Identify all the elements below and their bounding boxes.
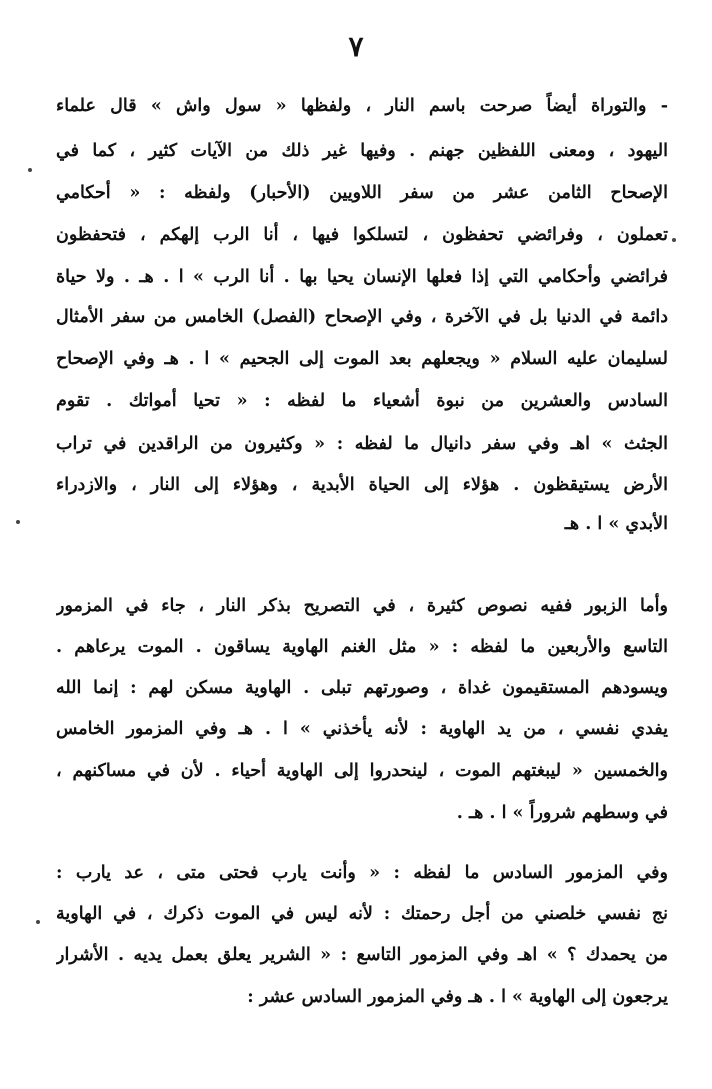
text-line: في وسطهم شروراً » ا . هـ .: [456, 803, 668, 823]
text-line: - والتوراة أيضاً صرحت باسم النار ، ولفظها « سول واش » قال علماء: [56, 96, 668, 116]
text-line: يفدي نفسي ، من يد الهاوية : لأنه يأخذني » ا . هـ وفي المزمور الخامس: [56, 719, 668, 739]
text-line: نج نفسي خلصني من أجل رحمتك : لأنه ليس في الموت ذكرك ، في الهاوية: [56, 904, 668, 924]
scan-speck: [672, 238, 676, 242]
text-line: وأما الزبور ففيه نصوص كثيرة ، في التصريح بذكر النار ، جاء في المزمور: [56, 596, 668, 616]
page-number: ٧: [348, 30, 364, 63]
text-line: فرائضي وأحكامي التي إذا فعلها الإنسان يحيا بها . أنا الرب » ا . هـ . ولا حياة: [56, 267, 668, 287]
text-line: الجثث » اهـ وفي سفر دانيال ما لفظه : « وكثيرون من الراقدين في تراب: [56, 434, 668, 454]
text-line: وفي المزمور السادس ما لفظه : « وأنت يارب فحتى متى ، عد يارب :: [56, 863, 668, 883]
scan-speck: [36, 920, 40, 924]
text-line: التاسع والأربعين ما لفظه : « مثل الغنم الهاوية يساقون . الموت يرعاهم .: [56, 637, 668, 657]
text-line: دائمة في الدنيا بل في الآخرة ، وفي الإصحاح (الفصل) الخامس من سفر الأمثال: [56, 307, 668, 327]
text-line: يرجعون إلى الهاوية » ا . هـ وفي المزمور السادس عشر :: [247, 987, 668, 1007]
text-line: لسليمان عليه السلام « ويجعلهم بعد الموت إلى الجحيم » ا . هـ وفي الإصحاح: [56, 349, 668, 369]
text-line: ويسودهم المستقيمون غداة ، وصورتهم تبلى . الهاوية مسكن لهم : إنما الله: [56, 678, 668, 698]
text-line: الأبدي » ا . هـ: [564, 514, 668, 534]
scan-speck: [28, 168, 32, 172]
text-line: اليهود ، ومعنى اللفظين جهنم . وفيها غير ذلك من الآيات كثير ، كما في: [56, 141, 668, 161]
text-line: تعملون ، وفرائضي تحفظون ، لتسلكوا فيها ، أنا الرب إلهكم ، فتحفظون: [56, 225, 668, 245]
text-line: الأرض يستيقظون . هؤلاء إلى الحياة الأبدية ، وهؤلاء إلى النار ، والازدراء: [56, 475, 668, 495]
text-line: السادس والعشرين من نبوة أشعياء ما لفظه : « تحيا أمواتك . تقوم: [56, 391, 668, 411]
text-line: والخمسين « ليبغتهم الموت ، لينحدروا إلى الهاوية أحياء . لأن في مساكنهم ،: [56, 761, 668, 781]
text-line: من يحمدك ؟ » اهـ وفي المزمور التاسع : « الشرير يعلق بعمل يديه . الأشرار: [56, 945, 668, 965]
scan-speck: [16, 520, 20, 524]
text-line: الإصحاح الثامن عشر من سفر اللاويين (الأحبار) ولفظه : « أحكامي: [56, 183, 668, 203]
